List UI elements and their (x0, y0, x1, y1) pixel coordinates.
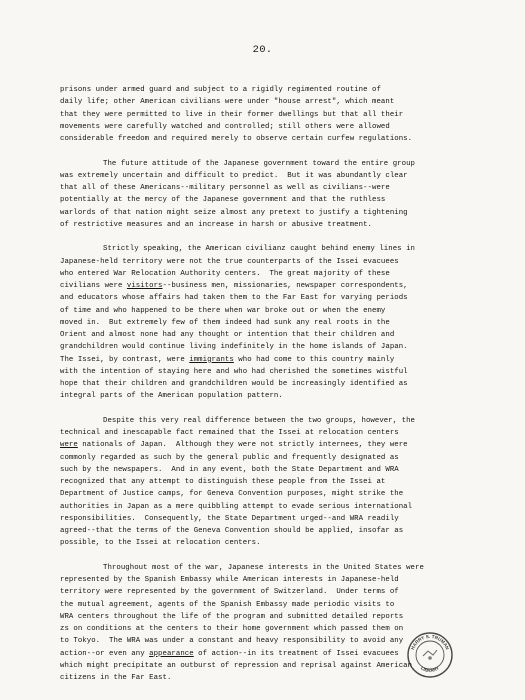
paragraph-gap (60, 145, 490, 157)
text-line: the mutual agreement, agents of the Spanish Embassy made periodic visits to (60, 600, 395, 609)
text-line: zs on conditions at the centers to their home government which passed them on (60, 625, 404, 633)
text-line: hope that their children and grandchildren would be increasingly identified as (60, 380, 408, 388)
text-line: to Tokyo. The WRA was under a constant and heavy responsibility to avoid any (60, 637, 404, 646)
text-line: movements were carefully watched and controlled; still others were allowed (60, 122, 390, 131)
svg-text:HARRY S. TRUMAN: HARRY S. TRUMAN (409, 633, 451, 651)
paragraph-gap (60, 403, 490, 415)
text-line: prisons under armed guard and subject to a rigidly regimented routine of (60, 86, 381, 94)
archive-stamp (404, 629, 456, 681)
text-line: authorities in Japan as a mere quibbling attempt to evade serious international (60, 502, 413, 511)
text-line: grandchildren would continue living indefinitely in the home islands of Japan. (60, 343, 408, 352)
text-line: who entered War Relocation Authority centers. The great majority of these (60, 269, 390, 278)
text-line: daily life; other American civilians were under "house arrest", which meant (60, 98, 395, 107)
text-line: recognized that any attempt to distinguish these people from the Issei at (60, 478, 386, 486)
text-line: integral parts of the American population pattern. (60, 392, 283, 401)
document-body (60, 84, 490, 684)
text-line: The future attitude of the Japanese government toward the entire group (103, 159, 415, 168)
paragraph-gap (60, 231, 490, 243)
svg-text:LIBRARY: LIBRARY (419, 665, 441, 674)
text-line: Strictly speaking, the American civilianz caught behind enemy lines in (103, 245, 415, 254)
text-line: of time and who happened to be there when war broke out or when the enemy (60, 306, 386, 315)
text-line: Orient and almost none had any thought or intention that their children and (60, 331, 395, 339)
underlined-word: immigrants (189, 355, 234, 364)
text-line: The Issei, by contrast, were immigrants who had come to this country mainly (60, 355, 395, 364)
paragraph-gap (60, 550, 490, 562)
text-line: and educators whose affairs had taken them to the Far East for varying periods (60, 294, 408, 303)
text-line: considerable freedom and required merely to observe certain curfew regulations. (60, 135, 413, 143)
text-line: action--or even any appearance of action--in its treatment of Issei evacuees (60, 649, 399, 658)
text-line: territory were represented by the government of Switzerland. Under terms of (60, 588, 399, 597)
text-line: potentially at the mercy of the Japanese government and that the ruthless (60, 196, 386, 205)
text-line: were nationals of Japan. Although they were not strictly internees, they were (60, 441, 408, 450)
underlined-word: appearance (149, 649, 194, 658)
text-line: civilians were visitors--business men, missionaries, newspaper correspondents, (60, 282, 408, 290)
underlined-word: were (60, 441, 78, 450)
text-line: Japanese-held territory were not the true counterparts of the Issei evacuees (60, 257, 399, 266)
text-line: possible, to the Issei at relocation centers. (60, 539, 261, 548)
text-line: was extremely uncertain and difficult to predict. But it was abundantly clear (60, 171, 408, 180)
text-line: commonly regarded as such by the general public and frequently designated as (60, 453, 399, 462)
text-line: Throughout most of the war, Japanese interests in the United States were (103, 563, 424, 572)
text-line: with the intention of staying here and who had cherished the sometimes wistful (60, 367, 408, 376)
text-line: such by the newspapers. And in any event, both the State Department and WRA (60, 465, 399, 474)
text-line: represented by the Spanish Embassy while American interests in Japanese-held (60, 576, 399, 584)
underlined-word: visitors (126, 282, 163, 290)
text-line: citizens in the Far East. (60, 674, 172, 682)
text-line: Despite this very real difference between the two groups, however, the (103, 416, 415, 425)
text-line: that all of these Americans--military personnel as well as civilians--were (60, 184, 390, 192)
text-line: WRA centers throughout the life of the program and submitted detailed reports (60, 612, 404, 621)
text-line: responsibilities. Consequently, the State Department urged--and WRA readily (60, 514, 399, 523)
page-number: 20. (252, 44, 273, 56)
text-line: warlords of that nation might seize almost any pretext to justify a tightening (60, 208, 408, 217)
text-line: of restrictive measures and an increase in harsh or abusive treatment. (60, 220, 372, 229)
text-line: which might precipitate an outburst of repression and reprisal against American (60, 661, 413, 670)
text-line: Department of Justice camps, for Geneva Convention purposes, might strike the (60, 490, 404, 499)
text-line: that they were permitted to live in their former dwellings but that all their (60, 110, 404, 119)
text-line: technical and inescapable fact remained that the Issei at relocation centers (60, 429, 399, 437)
text-line: moved in. But extremely few of them indeed had sunk any real roots in the (60, 318, 390, 327)
text-line: agreed--that the terms of the Geneva Convention should be applied, insofar as (60, 527, 404, 535)
